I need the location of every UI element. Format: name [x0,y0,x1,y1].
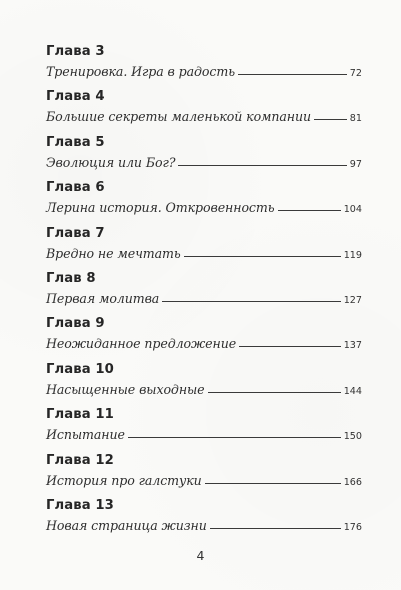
leader-line [205,483,341,484]
chapter-title: Вредно не мечтать [46,245,181,261]
toc-row [46,246,362,262]
chapter-label: Глава 6 [46,180,105,196]
chapter-page-number: 81 [349,113,362,125]
toc-entry [46,498,362,543]
toc-entry [46,180,362,225]
chapter-title: Новая страница жизни [46,517,207,533]
chapter-label: Глава 13 [46,497,114,513]
chapter-page-number: 119 [343,249,362,261]
chapter-label: Глава 7 [46,225,105,241]
toc-entry [46,271,362,316]
toc-entry [46,135,362,180]
leader-line [238,74,347,75]
chapter-title: Насыщенные выходные [46,381,205,397]
toc-row [46,64,362,80]
toc-entry [46,89,362,134]
chapter-title: Большие секреты маленькой компании [46,109,312,125]
chapter-page-number: 97 [349,158,362,170]
toc-row [46,427,362,443]
chapter-page-number: 127 [343,294,362,306]
toc-row [46,155,362,171]
toc-entry [46,362,362,407]
toc-entry [46,226,362,271]
leader-line [184,256,341,257]
chapter-label: Глава 12 [46,452,114,468]
chapter-page-number: 176 [343,521,362,533]
table-of-contents [46,44,362,543]
chapter-title: История про галстуки [46,472,202,488]
toc-entry [46,453,362,498]
chapter-page-number: 104 [343,204,362,216]
toc-row [46,336,362,352]
toc-entry [46,407,362,452]
chapter-label: Глава 4 [46,89,105,105]
chapter-page-number: 144 [343,385,362,397]
leader-line [314,119,347,120]
leader-line [278,210,341,211]
toc-row [46,109,362,125]
chapter-label: Глав 8 [46,270,96,286]
leader-line [162,301,340,302]
chapter-title: Испытание [46,427,125,443]
chapter-label: Глава 9 [46,316,105,332]
chapter-label: Глава 11 [46,407,114,423]
chapter-title: Неожиданное предложение [46,336,237,352]
toc-entry [46,44,362,89]
page-number: 4 [196,548,205,563]
toc-row [46,518,362,534]
toc-row [46,473,362,489]
chapter-page-number: 72 [349,68,362,79]
leader-line [128,437,341,438]
chapter-page-number: 150 [343,431,362,443]
toc-row [46,200,362,216]
toc-entry [46,316,362,361]
chapter-title: Эволюция или Бог? [46,154,176,170]
toc-row [46,382,362,398]
chapter-title: Лерина история. Откровенность [46,200,275,216]
leader-line [239,346,341,347]
leader-line [208,392,341,393]
leader-line [210,528,341,529]
chapter-label: Глава 5 [46,134,105,150]
chapter-page-number: 137 [343,340,362,352]
leader-line [178,165,346,166]
toc-row [46,291,362,307]
chapter-title: Первая молитва [46,290,160,306]
chapter-label: Глава 10 [46,361,114,377]
chapter-page-number: 166 [343,476,362,488]
chapter-label: Глава 3 [46,44,105,59]
chapter-title: Тренировка. Игра в радость [46,64,235,79]
